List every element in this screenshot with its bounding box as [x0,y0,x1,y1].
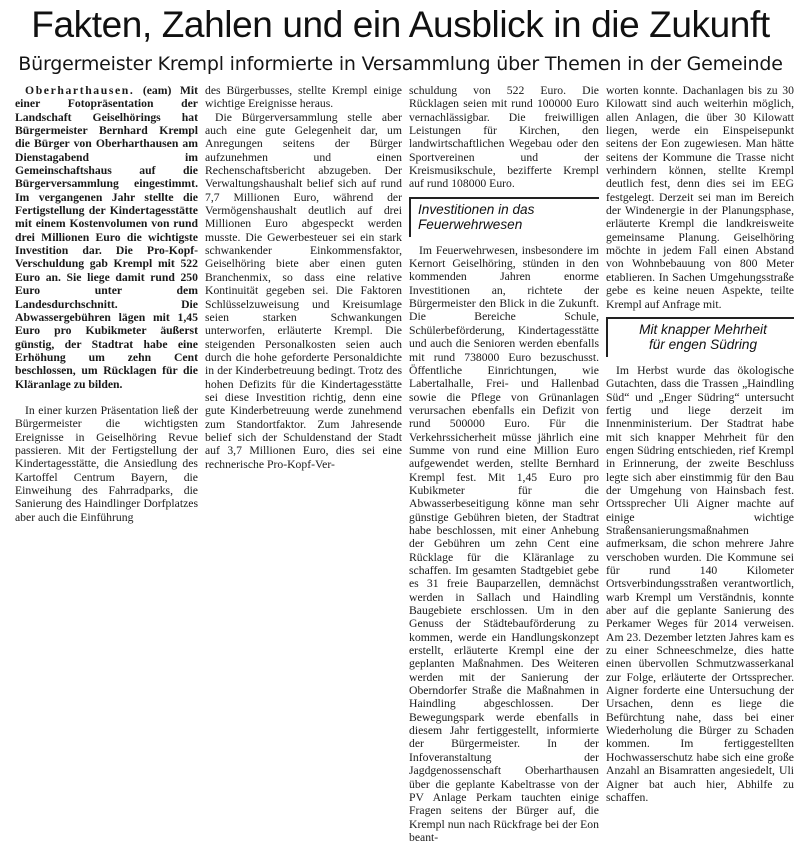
body-paragraph: In einer kurzen Präsentation ließ der Bürgermeister die wichtigsten Ereignisse in Geiselhöring Revue passieren. Mit der Fertigstellung der Kindertagesstätte, die Ansiedlung des Kartoffel Centrum Bayern, die Einweihung des Fahrradparks, die Sanierung des Haindlinger Dorfplatzes aber auch die Einführung [15,403,198,524]
lead-text: (eam) Mit einer Fotopräsentation der Landschaft Geiselhörings hat Bürgermeister Bernhard Krempl die Bürger von Oberharthausen am Dienstagabend im Gemeinschaftshaus auf die Bürgerversammlung eingestimmt. Im vergangenen Jahr stellte die Fertigstellung der Kindertagesstätte mit einem Kostenvolumen von rund drei Millionen Euro die wichtigste Investition dar. Die Pro-Kopf-Verschuldung gab Krempl mit 522 Euro an. Sie liege damit rund 250 Euro unter dem Landesdurchschnitt. Die Abwassergebühren lägen mit 1,45 Euro pro Kubikmeter äußerst günstig, der Stadtrat habe eine Erhöhung um zehn Cent beschlossen, um Rücklagen für die Kläranlage zu bilden. [15,84,198,391]
body-paragraph: Die Bürgerversammlung stelle aber auch eine gute Gelegenheit dar, um Anregungen seitens der Bürger aufzunehmen und einen Rechenschaftsbericht abzugeben. Der Verwaltungshaushalt belief sich auf rund 7,7 Millionen Euro, während der Vermögenshaushalt deutlich auf drei Millionen Euro abgespeckt werden musste. Die Gewerbesteuer sei ein stark schwankender Einkommensfaktor, Geiselhöring biete aber einen guten Branchenmix, so dass eine relative Kontinuität gegeben sei. Die Faktoren Schlüsselzuweisung und Kreisumlage seien starken Schwankungen unterworfen, erläuterte Krempl. Die steigenden Personalkosten seien auch durch die hohe geforderte Personaldichte in der Kinderbetreuung bedingt. Trotz des hohen Defizits für die Kindertagesstätte sei diese Investition richtig, denn eine gute Kinderbetreuung werde zunehmend zum Standortfaktor. Zum Jahresende belief sich der Schuldenstand der Stadt auf 3,7 Millionen Euro, dies sei eine rechnerische Pro-Kopf-Ver- [205,110,402,471]
body-paragraph: schuldung von 522 Euro. Die Rücklagen seien mit rund 100000 Euro vernachlässigbar. Die freiwilligen Leistungen für Kirchen, den landwirtschaftlichen Wegebau oder den Sportvereinen und der Kreismusikschule, bezifferte Krempl auf rund 108000 Euro. [409,84,599,191]
section-heading-line: Investitionen in das [418,201,535,217]
column-1 [15,84,198,815]
section-heading-line: für engen Südring [648,337,758,353]
headline: Fakten, Zahlen und ein Ausblick in die Zukunft [31,4,770,45]
section-heading-line: Mit knapper Mehrheit [639,321,767,337]
column-2 [205,84,402,815]
body-paragraph: worten konnte. Dachanlagen bis zu 30 Kilowatt sind auch weiterhin möglich, allen Anlagen, die über 30 Kilowatt liegen, werde ein Einspeisepunkt seitens der Eon zugewiesen. Man hätte seitens der Kommune die Trasse nicht verhindern können, stellte Krempl deutlich fest, denn dies sei im EEG festgelegt. Derzeit sei man im Bereich der Windenergie in der Planungsphase, erläuterte Krempl die landkreisweite gemeinsame Planung. Geiselhöring möchte in jedem Fall einen Abstand von Wohnbebauung von 800 Meter etablieren. In Sachen Umgehungsstraße gebe es keine neuen Aspekte, teilte Krempl auf Anfrage mit. [606,84,794,311]
body-paragraph: Im Feuerwehrwesen, insbesondere im Kernort Geiselhöring, stünden in den kommenden Jahren enorme Investitionen an, richtete der Bürgermeister den Blick in die Zukunft. Die Bereiche Schule, Schülerbeförderung, Kindertagesstätte und auch die Senioren werden ebenfalls mit rund 738000 Euro bezuschusst. Öffentliche Einrichtungen, wie Labertalhalle, Frei- und Hallenbad sowie die Pflege von Grünanlagen verursachen ebenfalls ein Defizit von rund 500000 Euro. Für die Verkehrssicherheit müsse jährlich eine Summe von rund eine Million Euro aufgewendet werden, stellte Bernhard Krempl fest. Mit 1,45 Euro pro Kubikmeter für die Abwasserbeseitigung könne man sehr günstige Gebühren bieten, der Stadtrat habe beschlossen, mit einer Anhebung der Gebühren um zehn Cent eine Rücklage für die Kläranlage zu schaffen. Im gesamten Stadtgebiet gebe es 31 freie Bauparzellen, demnächst werden in Sallach und Haindling Baugebiete erschlossen. Um in den Genuss der Städtebauförderung zu kommen, werde ein Handlungskonzept erstellt, erläuterte Krempl eine der geplanten Maßnahmen. Des Weiteren werden mit der Sanierung der Oberndorfer Straße die Maßnahmen in Haindling abgeschlossen. Der Bewegungspark werde ebenfalls in diesem Jahr fertiggestellt, informierte der Bürgermeister. In der Infoveranstaltung der Jagdgenossenschaft Oberharthausen über die geplante Kabeltrasse von der PV Anlage Perkam tauchten einige Fragen seitens der Bürger auf, die Krempl nun nach Rückfrage bei der Eon beant- [409,243,599,844]
section-heading-line: Feuerwehrwesen [418,217,523,233]
section-heading [606,317,794,357]
body-paragraph: des Bürgerbusses, stellte Krempl einige wichtige Ereignisse heraus. [205,84,402,111]
section-heading [409,197,599,237]
subheadline: Bürgermeister Krempl informierte in Versammlung über Themen in der Gemeinde [18,53,783,75]
dateline: Oberharthausen. [25,84,135,97]
lead-paragraph [15,84,198,391]
body-paragraph: Im Herbst wurde das ökologische Gutachten, dass die Trassen „Haindling Süd“ und „Enger Südring“ untersucht fertig und liege derzeit im Innenministerium. Der Stadtrat habe mit sich knapper Mehrheit für den engen Südring entschieden, rief Krempl in Erinnerung, der zweite Beschluss legte sich aber einstimmig für den Bau der Umgehung von Hainsbach fest. Ortssprecher Uli Aigner machte auf einige wichtige Straßensanierungsmaßnahmen aufmerksam, die schon mehrere Jahre verschoben wurden. Die Kommune sei für rund 140 Kilometer Ortsverbindungsstraßen verantwortlich, warb Krempl um Verständnis, konnte aber auf die geplante Sanierung des Perkamer Weges für 2014 verweisen. Am 23. Dezember letzten Jahres kam es zu einer Schneeschmelze, dies hatte einen übervollen Schmutzwasserkanal zur Folge, erläuterte der Ortssprecher. Aigner forderte eine Untersuchung der Ursachen, denn es liege die Befürchtung nahe, dass bei einer Wiederholung die Bürger zu Schaden kommen. Im fertiggestellten Hochwasserschutz habe sich eine große Anzahl an Bisamratten angesiedelt, Uli Aigner bat auch hier, Abhilfe zu schaffen. [606,363,794,804]
column-4 [606,84,794,815]
column-3 [409,84,599,844]
